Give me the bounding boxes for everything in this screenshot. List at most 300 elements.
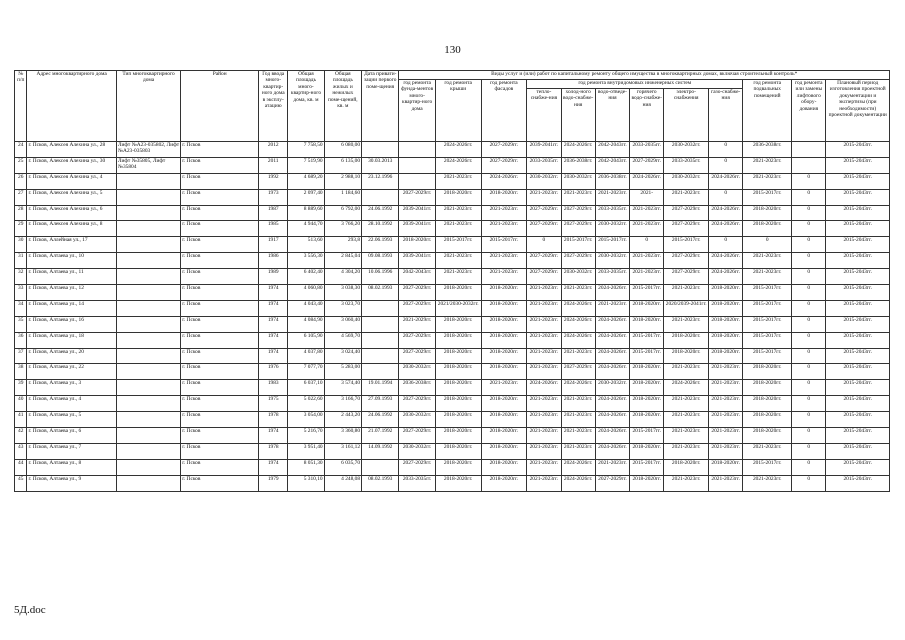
cell-hot: 2033-2035гг. [630, 142, 664, 158]
cell-heat: 2030-2032гг. [527, 173, 561, 189]
cell-address: г. Псков, Алексея Алехина ул., 6 [27, 205, 116, 221]
cell-no: 24 [15, 142, 27, 158]
cell-year: 1974 [259, 300, 288, 316]
cell-drain: 2027-2029гг. [595, 475, 629, 491]
cell-no: 25 [15, 157, 27, 173]
cell-elev: 0 [792, 316, 826, 332]
cell-living: 3 038,30 [324, 285, 361, 301]
cell-total: 8 051,30 [288, 459, 324, 475]
cell-facade: 2018-2020гг. [481, 459, 527, 475]
cell-found: 2030-2032гг. [399, 364, 435, 380]
header-house-type: Тип многоквартирного дома [116, 71, 180, 142]
cell-plan: 2015-2043гг. [826, 205, 890, 221]
cell-elec: 2033-2035гг. [664, 157, 709, 173]
cell-facade: 2018-2020гг. [481, 396, 527, 412]
header-facade: год ремонта фасадов [481, 80, 527, 142]
cell-hot: 2021-2023гг. [630, 205, 664, 221]
cell-address: г. Псков, Алтаева ул., 14 [27, 300, 116, 316]
capital-repair-table [14, 70, 890, 492]
cell-found: 2030-2032гг. [399, 412, 435, 428]
cell-elev: 0 [792, 459, 826, 475]
cell-facade: 2018-2020гг. [481, 475, 527, 491]
table-row [15, 142, 890, 158]
cell-plan: 2015-2043гг. [826, 269, 890, 285]
cell-plan: 2015-2043гг. [826, 157, 890, 173]
cell-hot: 2018-2020гг. [630, 316, 664, 332]
cell-no: 29 [15, 221, 27, 237]
cell-roof: 2021-2023гг. [435, 173, 481, 189]
cell-cold: 2021-2023гг. [561, 285, 595, 301]
cell-priv [362, 364, 399, 380]
cell-found: 2027-2029гг. [399, 189, 435, 205]
header-planned: Плановый период изготовления проектной документации и экспертизы (при необходимости) проектной документации [826, 80, 890, 142]
cell-type [116, 396, 180, 412]
cell-address: г. Псков, Алтаева ул., 5 [27, 412, 116, 428]
cell-district: г. Псков [181, 396, 259, 412]
header-no: № п/п [15, 71, 27, 142]
cell-address: г. Псков, Алтаева ул., 9 [27, 475, 116, 491]
cell-priv: 08.02.1993 [362, 475, 399, 491]
cell-address: г. Псков, Алексея Алехина ул., 30 [27, 157, 116, 173]
table-row [15, 332, 890, 348]
cell-total: 3 951,40 [288, 443, 324, 459]
cell-heat: 0 [527, 237, 561, 253]
cell-priv [362, 459, 399, 475]
cell-total: 3 556,30 [288, 253, 324, 269]
cell-total: 6 105,90 [288, 332, 324, 348]
cell-type [116, 459, 180, 475]
cell-total: 4 043,40 [288, 300, 324, 316]
cell-priv: 10.06.1996 [362, 269, 399, 285]
cell-base: 2015-2017гг. [743, 459, 792, 475]
table-row [15, 348, 890, 364]
cell-heat: 2021-2023гг. [527, 459, 561, 475]
cell-elev: 0 [792, 348, 826, 364]
header-foundation: год ремонта фунда-ментов много-квартир-ного дома [399, 80, 435, 142]
table-row [15, 443, 890, 459]
cell-drain: 2030-2032гг. [595, 253, 629, 269]
cell-plan: 2015-2043гг. [826, 237, 890, 253]
cell-heat: 2021-2023гг. [527, 364, 561, 380]
cell-roof: 2024-2026гг. [435, 142, 481, 158]
cell-total: 7 758,50 [288, 142, 324, 158]
cell-gas: 2018-2020гг. [709, 348, 743, 364]
cell-roof: 2018-2020гг. [435, 316, 481, 332]
cell-priv: 22.06.1993 [362, 237, 399, 253]
cell-found: 2027-2029гг. [399, 428, 435, 444]
cell-base: 0 [743, 237, 792, 253]
cell-hot: 2018-2020гг. [630, 396, 664, 412]
cell-elec: 2027-2029гг. [664, 253, 709, 269]
cell-facade: 2015-2017гг. [481, 237, 527, 253]
cell-no: 31 [15, 253, 27, 269]
cell-living: 293,8 [324, 237, 361, 253]
cell-facade: 2021-2023гг. [481, 380, 527, 396]
cell-drain: 2030-2032гг. [595, 380, 629, 396]
cell-facade: 2027-2029гг. [481, 157, 527, 173]
table-row [15, 459, 890, 475]
cell-year: 1974 [259, 332, 288, 348]
cell-cold: 2021-2023гг. [561, 396, 595, 412]
table-row [15, 316, 890, 332]
cell-heat: 2021-2023гг. [527, 475, 561, 491]
header-drainage: водо-отведе-ния [595, 89, 629, 142]
table-row [15, 269, 890, 285]
cell-district: г. Псков [181, 253, 259, 269]
cell-elec: 2015-2017гг. [664, 237, 709, 253]
cell-district: г. Псков [181, 205, 259, 221]
cell-address: г. Псков, Алтаева ул., 3 [27, 380, 116, 396]
cell-heat: 2021-2023гг. [527, 332, 561, 348]
cell-heat: 2021-2023гг. [527, 412, 561, 428]
cell-roof: 2018-2020гг. [435, 443, 481, 459]
cell-cold: 2024-2026гг. [561, 380, 595, 396]
cell-elec: 2021-2023гг. [664, 316, 709, 332]
cell-gas: 0 [709, 142, 743, 158]
cell-elec: 2021-2023гг. [664, 428, 709, 444]
cell-elev: 0 [792, 237, 826, 253]
cell-no: 39 [15, 380, 27, 396]
cell-address: г. Псков, Алтаева ул., 12 [27, 285, 116, 301]
cell-type [116, 348, 180, 364]
cell-base: 2018-2020гг. [743, 396, 792, 412]
cell-elec: 2021-2023гг. [664, 189, 709, 205]
cell-year: 1976 [259, 364, 288, 380]
cell-roof: 2018-2020гг. [435, 459, 481, 475]
cell-elec: 2030-2032гг. [664, 173, 709, 189]
cell-gas: 2024-2026гг. [709, 205, 743, 221]
cell-plan: 2015-2043гг. [826, 443, 890, 459]
cell-roof: 2018-2020гг. [435, 475, 481, 491]
cell-found: 2030-2032гг. [399, 443, 435, 459]
cell-living: 5 283,00 [324, 364, 361, 380]
cell-elev: 0 [792, 443, 826, 459]
header-basement: год ремонта подвальных помещений [743, 80, 792, 142]
cell-no: 44 [15, 459, 27, 475]
cell-base: 2015-2017гг. [743, 348, 792, 364]
cell-base: 2018-2020гг. [743, 221, 792, 237]
cell-year: 1917 [259, 237, 288, 253]
cell-district: г. Псков [181, 348, 259, 364]
cell-address: г. Псков, Алексея Алехина ул., 28 [27, 142, 116, 158]
cell-heat: 2021-2023гг. [527, 316, 561, 332]
cell-priv: 30.03.2013 [362, 157, 399, 173]
cell-roof: 2021-2023гг. [435, 221, 481, 237]
cell-facade: 2018-2020гг. [481, 300, 527, 316]
cell-base: 2021-2023гг. [743, 269, 792, 285]
cell-hot: 0 [630, 237, 664, 253]
cell-gas: 2021-2023гг. [709, 364, 743, 380]
table-row [15, 380, 890, 396]
cell-living: 3 166,70 [324, 396, 361, 412]
cell-total: 8 889,60 [288, 205, 324, 221]
header-heat: тепло-снабже-ния [527, 89, 561, 142]
cell-facade: 2018-2020гг. [481, 332, 527, 348]
cell-hot: 2021- [630, 189, 664, 205]
cell-hot: 2021-2023гг. [630, 221, 664, 237]
cell-living: 4 569,70 [324, 332, 361, 348]
header-systems-group: год ремонта внутридомовых инженерных систем [527, 80, 743, 89]
cell-found: 2039-2041гг. [399, 205, 435, 221]
cell-drain: 2024-2026гг. [595, 396, 629, 412]
cell-found: 2027-2029гг. [399, 285, 435, 301]
cell-roof: 2018-2020гг. [435, 412, 481, 428]
cell-elec: 2021-2023гг. [664, 443, 709, 459]
cell-no: 42 [15, 428, 27, 444]
cell-priv: 19.01.1994 [362, 380, 399, 396]
cell-hot: 2015-2017гг. [630, 348, 664, 364]
cell-cold: 2030-2032гг. [561, 269, 595, 285]
cell-year: 1978 [259, 443, 288, 459]
cell-plan: 2015-2043гг. [826, 412, 890, 428]
cell-base: 2021-2023гг. [743, 157, 792, 173]
cell-living: 2 988,10 [324, 173, 361, 189]
cell-found: 2033-2035гг. [399, 475, 435, 491]
cell-elec: 2021-2023гг. [664, 364, 709, 380]
cell-cold: 2024-2026гг. [561, 475, 595, 491]
cell-district: г. Псков [181, 443, 259, 459]
cell-no: 28 [15, 205, 27, 221]
cell-gas: 2018-2020гг. [709, 316, 743, 332]
cell-living: 6 792,00 [324, 205, 361, 221]
cell-priv: 21.07.1992 [362, 428, 399, 444]
table-row [15, 157, 890, 173]
table-row [15, 428, 890, 444]
cell-year: 1989 [259, 269, 288, 285]
cell-living: 3 023,70 [324, 300, 361, 316]
cell-hot: 2021-2023гг. [630, 253, 664, 269]
cell-cold: 2015-2017гг. [561, 237, 595, 253]
cell-year: 1987 [259, 205, 288, 221]
cell-facade: 2021-2023гг. [481, 221, 527, 237]
cell-total: 3 054,00 [288, 412, 324, 428]
cell-base: 2018-2020гг. [743, 364, 792, 380]
table-row [15, 285, 890, 301]
cell-plan: 2015-2043гг. [826, 300, 890, 316]
cell-plan: 2015-2043гг. [826, 221, 890, 237]
header-services-group: Виды услуг и (или) работ по капитальному ремонту общего имущества в многоквартирных домах, включая строительный контроль* [399, 71, 890, 80]
cell-type [116, 300, 180, 316]
cell-facade: 2018-2020гг. [481, 348, 527, 364]
cell-type [116, 269, 180, 285]
cell-no: 30 [15, 237, 27, 253]
cell-no: 38 [15, 364, 27, 380]
table-row [15, 253, 890, 269]
cell-no: 27 [15, 189, 27, 205]
cell-cold: 2021-2023гг. [561, 443, 595, 459]
cell-no: 37 [15, 348, 27, 364]
cell-no: 43 [15, 443, 27, 459]
cell-heat: 2021-2023гг. [527, 348, 561, 364]
cell-drain: 2024-2026гг. [595, 412, 629, 428]
cell-heat: 2027-2029гг. [527, 253, 561, 269]
cell-priv [362, 189, 399, 205]
cell-plan: 2015-2043гг. [826, 285, 890, 301]
cell-living: 6 035,70 [324, 459, 361, 475]
cell-address: г. Псков, Алтаева ул., 16 [27, 316, 116, 332]
cell-total: 6 037,10 [288, 380, 324, 396]
cell-district: г. Псков [181, 285, 259, 301]
cell-facade: 2018-2020гг. [481, 316, 527, 332]
cell-plan: 2015-2043гг. [826, 189, 890, 205]
cell-base: 2018-2020гг. [743, 428, 792, 444]
cell-elev: 0 [792, 412, 826, 428]
cell-no: 33 [15, 285, 27, 301]
cell-living: 2 443,20 [324, 412, 361, 428]
cell-drain: 2042-2043гг. [595, 157, 629, 173]
cell-elec: 2021-2023гг. [664, 412, 709, 428]
table-row [15, 300, 890, 316]
cell-living: 1 184,60 [324, 189, 361, 205]
cell-living: 2 845,04 [324, 253, 361, 269]
cell-roof: 2021-2023гг. [435, 205, 481, 221]
cell-plan: 2015-2043гг. [826, 396, 890, 412]
cell-year: 1974 [259, 285, 288, 301]
cell-priv [362, 142, 399, 158]
cell-type [116, 332, 180, 348]
cell-roof: 2024-2026гг. [435, 157, 481, 173]
cell-elec: 2021-2023гг. [664, 475, 709, 491]
cell-year: 1974 [259, 316, 288, 332]
cell-district: г. Псков [181, 459, 259, 475]
cell-year: 1979 [259, 475, 288, 491]
cell-district: г. Псков [181, 221, 259, 237]
cell-no: 34 [15, 300, 27, 316]
cell-facade: 2018-2020гг. [481, 428, 527, 444]
cell-gas: 2018-2020гг. [709, 300, 743, 316]
cell-cold: 2024-2026гг. [561, 142, 595, 158]
cell-base: 2021-2023гг. [743, 253, 792, 269]
cell-gas: 0 [709, 189, 743, 205]
cell-roof: 2021-2023гг. [435, 269, 481, 285]
table-row [15, 221, 890, 237]
cell-elec: 2020/2039-2041гг. [664, 300, 709, 316]
header-hot-water: горячего водо-снабже-ния [630, 89, 664, 142]
cell-district: г. Псков [181, 364, 259, 380]
cell-elev: 0 [792, 221, 826, 237]
cell-living: 3 060,40 [324, 316, 361, 332]
cell-facade: 2024-2026гг. [481, 173, 527, 189]
cell-drain: 2024-2026гг. [595, 348, 629, 364]
cell-gas: 2024-2026гг. [709, 269, 743, 285]
cell-gas: 2021-2023гг. [709, 475, 743, 491]
cell-address: г. Псков, Алтаева ул., 8 [27, 459, 116, 475]
cell-drain: 2024-2026гг. [595, 332, 629, 348]
cell-no: 41 [15, 412, 27, 428]
cell-plan: 2015-2043гг. [826, 475, 890, 491]
cell-total: 5 310,10 [288, 475, 324, 491]
cell-address: г. Псков, Алтаева ул., 18 [27, 332, 116, 348]
cell-roof: 2018-2020гг. [435, 332, 481, 348]
cell-priv: 24.06.1992 [362, 205, 399, 221]
cell-hot: 2018-2020гг. [630, 380, 664, 396]
cell-priv: 24.06.1992 [362, 412, 399, 428]
cell-facade: 2021-2023гг. [481, 269, 527, 285]
cell-hot: 2018-2020гг. [630, 300, 664, 316]
cell-drain: 2021-2023гг. [595, 459, 629, 475]
cell-gas: 2018-2020гг. [709, 332, 743, 348]
cell-plan: 2015-2043гг. [826, 428, 890, 444]
cell-base: 2015-2017гг. [743, 285, 792, 301]
cell-address: г. Псков, Алтаева ул., 11 [27, 269, 116, 285]
cell-priv: 27.09.1993 [362, 396, 399, 412]
cell-district: г. Псков [181, 475, 259, 491]
cell-district: г. Псков [181, 332, 259, 348]
cell-roof: 2021/2030-2032гг. [435, 300, 481, 316]
cell-found: 2027-2029гг. [399, 459, 435, 475]
cell-address: г. Псков, Алексея Алехина ул., 5 [27, 189, 116, 205]
cell-district: г. Псков [181, 173, 259, 189]
cell-total: 4 689,20 [288, 173, 324, 189]
cell-cold: 2024-2026гг. [561, 300, 595, 316]
cell-facade: 2018-2020гг. [481, 412, 527, 428]
cell-year: 1983 [259, 380, 288, 396]
cell-elev [792, 142, 826, 158]
cell-district: г. Псков [181, 428, 259, 444]
cell-priv: 08.02.1993 [362, 285, 399, 301]
header-address: Адрес многоквартирного дома [27, 71, 116, 142]
table-body [15, 142, 890, 492]
cell-no: 32 [15, 269, 27, 285]
cell-found: 2027-2029гг. [399, 348, 435, 364]
cell-address: г. Псков, Алексея Алехина ул., 4 [27, 173, 116, 189]
cell-gas: 2024-2026гг. [709, 221, 743, 237]
header-elevator: год ремонта или замены лифтового обору-дования [792, 80, 826, 142]
cell-base: 2015-2017гг. [743, 316, 792, 332]
cell-no: 45 [15, 475, 27, 491]
cell-gas: 2021-2023гг. [709, 380, 743, 396]
cell-base: 2021-2023гг. [743, 475, 792, 491]
cell-facade: 2018-2020гг. [481, 189, 527, 205]
cell-plan: 2015-2043гг. [826, 316, 890, 332]
cell-living: 3 360,80 [324, 428, 361, 444]
cell-drain: 2021-2023гг. [595, 189, 629, 205]
cell-base: 2018-2020гг. [743, 412, 792, 428]
cell-district: г. Псков [181, 380, 259, 396]
cell-heat: 2039-2041гг. [527, 142, 561, 158]
cell-facade: 2021-2023гг. [481, 253, 527, 269]
cell-found: 2027-2029гг. [399, 332, 435, 348]
cell-drain: 2024-2026гг. [595, 428, 629, 444]
cell-living: 6 135,00 [324, 157, 361, 173]
cell-found: 2027-2029гг. [399, 300, 435, 316]
cell-found: 2027-2029гг. [399, 396, 435, 412]
cell-elev: 0 [792, 173, 826, 189]
cell-elev: 0 [792, 269, 826, 285]
cell-facade: 2021-2023гг. [481, 205, 527, 221]
cell-priv: 14.09.1992 [362, 443, 399, 459]
cell-elec: 2021-2023гг. [664, 396, 709, 412]
cell-elec: 2027-2029гг. [664, 205, 709, 221]
cell-type [116, 380, 180, 396]
cell-gas: 2021-2023гг. [709, 443, 743, 459]
cell-address: г. Псков, Аллейная ул., 17 [27, 237, 116, 253]
cell-hot: 2024-2026гг. [630, 173, 664, 189]
cell-type: Лифт №35805, Лифт №35804 [116, 157, 180, 173]
cell-roof: 2015-2017гг. [435, 237, 481, 253]
cell-heat: 2027-2029гг. [527, 205, 561, 221]
cell-hot: 2018-2020гг. [630, 475, 664, 491]
cell-cold: 2024-2026гг. [561, 332, 595, 348]
cell-base: 2021-2023гг. [743, 443, 792, 459]
cell-address: г. Псков, Алтаева ул., 22 [27, 364, 116, 380]
cell-gas: 2018-2020гг. [709, 285, 743, 301]
cell-total: 7 077,70 [288, 364, 324, 380]
cell-district: г. Псков [181, 300, 259, 316]
cell-elev: 0 [792, 189, 826, 205]
cell-address: г. Псков, Алтаева ул., 10 [27, 253, 116, 269]
cell-address: г. Псков, Алтаева ул., 6 [27, 428, 116, 444]
